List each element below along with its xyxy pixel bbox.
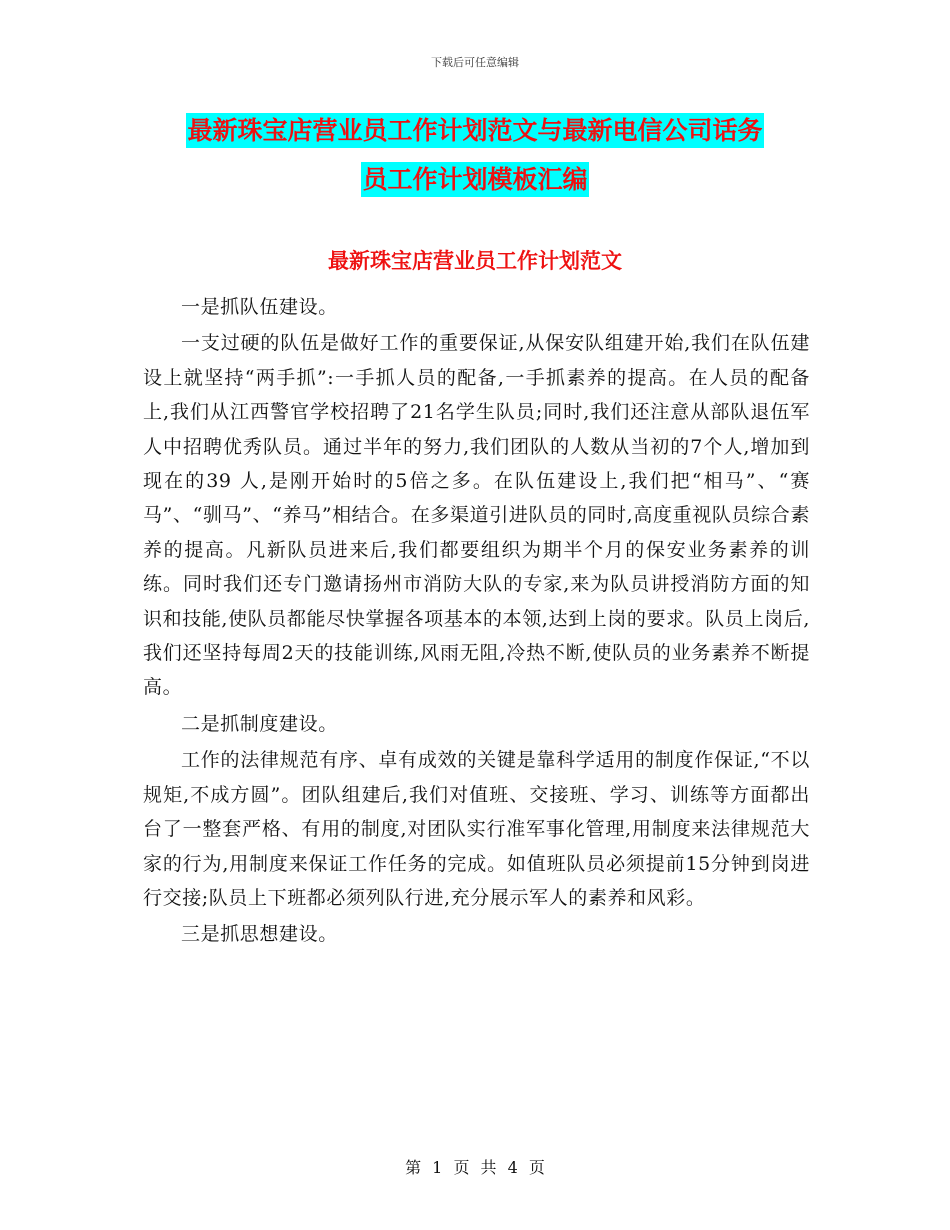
- document-title: [0, 106, 950, 204]
- page-number-footer: 第 1 页 共 4 页: [405, 1158, 545, 1177]
- section-title: 最新珠宝店营业员工作计划范文: [328, 249, 622, 273]
- document-title-line-2: 员工作计划模板汇编: [361, 162, 588, 197]
- document-title-line-1: 最新珠宝店营业员工作计划范文与最新电信公司话务: [186, 113, 763, 148]
- paragraph-1: 一是抓队伍建设。: [181, 296, 338, 318]
- paragraph-5: 三是抓思想建设。: [181, 923, 338, 946]
- paragraph-4: 工作的法律规范有序、卓有成效的关键是靠科学适用的制度作保证,“不以规矩,不成方圆”。团队组建后,我们对值班、交接班、学习、训练等方面都出台了一整套严格、有用的制度,对团队实行准军事化管理,用制度来法律规范大家的行为,用制度来保证工作任务的完成。如值班队员必须提前15分钟到岗进行交接;队员上下班都必须列队行进,充分展示军人的素养和风彩。: [143, 749, 810, 909]
- header-note: 下载后可任意编辑: [431, 56, 519, 69]
- paragraph-2: 一支过硬的队伍是做好工作的重要保证,从保安队组建开始,我们在队伍建设上就坚持“两手抓”:一手抓人员的配备,一手抓素养的提高。在人员的配备上,我们从江西警官学校招聘了21名学生队员;同时,我们还注意从部队退伍军人中招聘优秀队员。通过半年的努力,我们团队的人数从当初的7个人,增加到现在的39 人,是刚开始时的5倍之多。在队伍建设上,我们把“相马”、“赛马”、“驯马”、“养马”相结合。在多渠道引进队员的同时,高度重视队员综合素养的提高。凡新队员进来后,我们都要组织为期半个月的保安业务素养的训练。同时我们还专门邀请扬州市消防大队的专家,来为队员讲授消防方面的知识和技能,使队员都能尽快掌握各项基本的本领,达到上岗的要求。队员上岗后,我们还坚持每周2天的技能训练,风雨无阻,冷热不断,使队员的业务素养不断提高。: [143, 332, 810, 699]
- paragraph-3: 二是抓制度建设。: [181, 712, 338, 735]
- body-text: [143, 290, 810, 954]
